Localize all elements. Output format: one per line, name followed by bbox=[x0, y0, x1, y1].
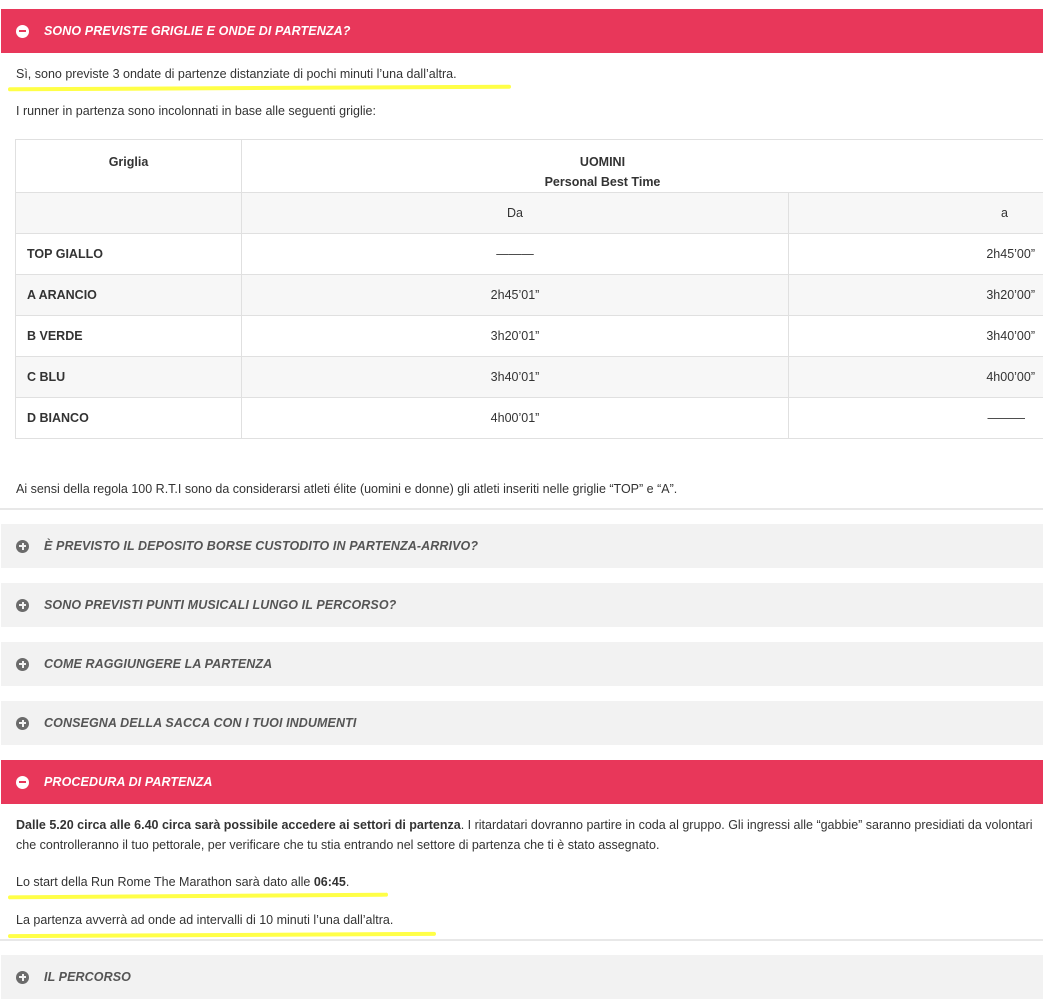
highlight-mark bbox=[8, 932, 436, 938]
faq-percorso bbox=[1, 955, 1043, 999]
faq-procedura-para2: Lo start della Run Rome The Marathon sarà dato alle 06:45. bbox=[16, 872, 349, 892]
plus-icon bbox=[16, 971, 29, 984]
faq-raggiungere-partenza bbox=[1, 642, 1043, 686]
plus-icon bbox=[16, 540, 29, 553]
col-a-header: a bbox=[789, 193, 1043, 234]
faq-consegna-sacca bbox=[1, 701, 1043, 745]
col-da-header: Da bbox=[242, 193, 789, 234]
faq-griglie-header[interactable] bbox=[1, 9, 1043, 53]
faq-percorso-title: IL PERCORSO bbox=[44, 970, 131, 984]
faq-procedura-header[interactable] bbox=[1, 760, 1043, 804]
plus-icon bbox=[16, 599, 29, 612]
start-time: 06:45 bbox=[314, 875, 346, 889]
faq-procedura-title: PROCEDURA DI PARTENZA bbox=[44, 775, 213, 789]
table-row: B VERDE 3h20’01” 3h40’00” bbox=[16, 316, 1043, 357]
highlight-mark bbox=[8, 85, 511, 92]
faq-punti-musicali-header[interactable] bbox=[1, 583, 1043, 627]
faq-procedura-para3: La partenza avverrà ad onde ad intervalli di 10 minuti l’una dall’altra. bbox=[16, 910, 393, 930]
divider bbox=[0, 939, 1043, 941]
faq-procedura-para1-bold: Dalle 5.20 circa alle 6.40 circa sarà possibile accedere ai settori di partenza bbox=[16, 818, 461, 832]
faq-griglie-title: SONO PREVISTE GRIGLIE E ONDE DI PARTENZA? bbox=[44, 24, 350, 38]
table-row: D BIANCO 4h00’01” ——— bbox=[16, 398, 1043, 439]
faq-raggiungere-partenza-title: COME RAGGIUNGERE LA PARTENZA bbox=[44, 657, 272, 671]
plus-icon bbox=[16, 658, 29, 671]
faq-griglie-note: Ai sensi della regola 100 R.T.I sono da considerarsi atleti élite (uomini e donne) gli atleti inseriti nelle griglie “TOP” e “A”. bbox=[16, 479, 677, 499]
faq-griglie-para2: I runner in partenza sono incolonnati in base alle seguenti griglie: bbox=[16, 101, 376, 121]
faq-punti-musicali bbox=[1, 583, 1043, 627]
faq-consegna-sacca-header[interactable] bbox=[1, 701, 1043, 745]
table-row: TOP GIALLO ——— 2h45’00” bbox=[16, 234, 1043, 275]
faq-deposito-title: È PREVISTO IL DEPOSITO BORSE CUSTODITO IN PARTENZA-ARRIVO? bbox=[44, 539, 478, 553]
table-subheader-row bbox=[16, 193, 1043, 234]
table-row: A ARANCIO 2h45’01” 3h20’00” bbox=[16, 275, 1043, 316]
col-uomini-header: UOMINI Personal Best Time bbox=[242, 140, 1043, 193]
minus-icon bbox=[16, 776, 29, 789]
faq-punti-musicali-title: SONO PREVISTI PUNTI MUSICALI LUNGO IL PERCORSO? bbox=[44, 598, 396, 612]
divider bbox=[0, 508, 1043, 510]
table-row: C BLU 3h40’01” 4h00’00” bbox=[16, 357, 1043, 398]
faq-griglie-para1: Sì, sono previste 3 ondate di partenze distanziate di pochi minuti l’una dall’altra. bbox=[16, 64, 457, 84]
minus-icon bbox=[16, 25, 29, 38]
faq-consegna-sacca-title: CONSEGNA DELLA SACCA CON I TUOI INDUMENTI bbox=[44, 716, 356, 730]
griglie-table bbox=[15, 139, 1043, 439]
faq-percorso-header[interactable] bbox=[1, 955, 1043, 999]
plus-icon bbox=[16, 717, 29, 730]
faq-procedura-para1 bbox=[16, 815, 1034, 855]
faq-deposito bbox=[1, 524, 1043, 568]
faq-deposito-header[interactable] bbox=[1, 524, 1043, 568]
faq-raggiungere-partenza-header[interactable] bbox=[1, 642, 1043, 686]
highlight-mark bbox=[8, 893, 388, 900]
faq-procedura bbox=[1, 760, 1043, 804]
col-griglia-header: Griglia bbox=[16, 140, 242, 193]
faq-procedura-para1-rest: . I ritardatari dovranno partire in coda al gruppo. Gli ingressi alle “gabbie” saranno presidiati da volontari che controlleranno il tuo pettorale, per verificare che tu stia entrando nel settore di partenza che ti è stato assegnato. bbox=[16, 818, 1033, 852]
faq-griglie bbox=[1, 9, 1043, 53]
